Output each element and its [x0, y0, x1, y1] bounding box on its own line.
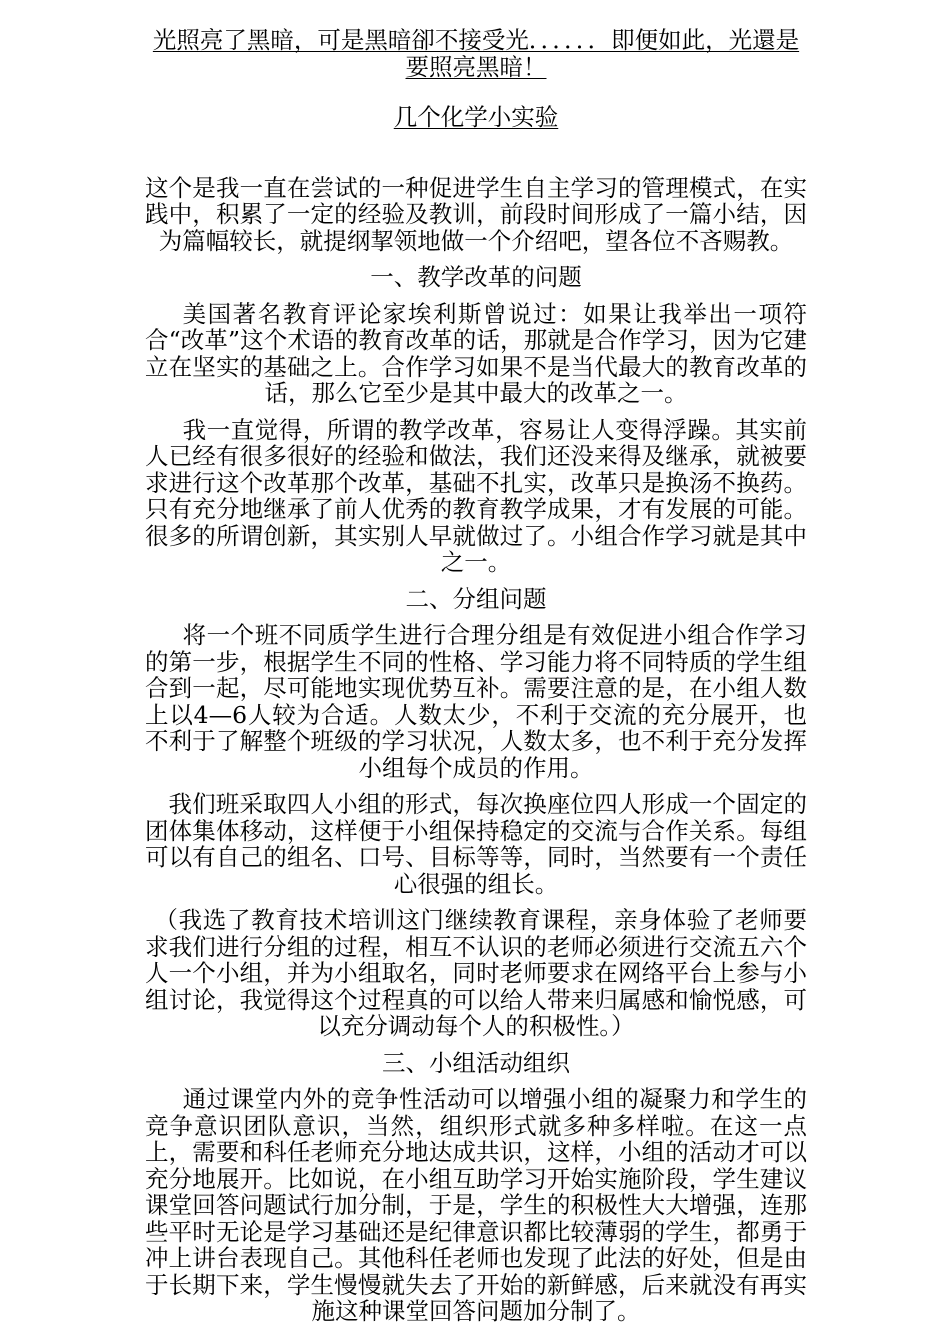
section-2-paragraph-3: （我选了教育技术培训这门继续教育课程，亲身体验了老师要求我们进行分组的过程，相互不认识的老师必须进行交流五六个人一个小组，并为小组取名，同时老师要求在网络平台上参与小组讨论，我觉得这个过程真的可以给人带来归属感和愉悦感，可以充分调动每个人的积极性。）: [145, 906, 807, 1040]
section-heading-1: 一、教学改革的问题: [370, 263, 582, 291]
document-title: 几个化学小实验: [393, 103, 559, 131]
section-2-paragraph-2: 我们班采取四人小组的形式，每次换座位四人形成一个固定的团体集体移动，这样便于小组保持稳定的交流与合作关系。每组可以有自己的组名、口号、目标等等，同时，当然要有一个责任心很强的组长。: [145, 790, 807, 898]
page-header: 光照亮了黑暗，可是黑暗卻不接受光．．．．．．即便如此，光還是要照亮黑暗！: [152, 26, 800, 81]
document-page: [145, 27, 807, 1325]
section-2-paragraph-1: 将一个班不同质学生进行合理分组是有效促进小组合作学习的第一步，根据学生不同的性格、学习能力将不同特质的学生组合到一起，尽可能地实现优势互补。需要注意的是，在小组人数上以4—6人较为合适。人数太少，不利于交流的充分展开，也不利于了解整个班级的学习状况，人数太多，也不利于充分发挥小组每个成员的作用。: [145, 621, 807, 782]
section-heading-3: 三、小组活动组织: [382, 1048, 570, 1077]
section-3-paragraph-1: 通过课堂内外的竞争性活动可以增强小组的凝聚力和学生的竞争意识团队意识，当然，组织形式就多种多样啦。在这一点上，需要和科任老师充分地达成共识，这样，小组的活动才可以充分地展开。比如说，在小组互助学习开始实施阶段，学生建议课堂回答问题试行加分制，于是，学生的积极性大大增强，连那些平时无论是学习基础还是纪律意识都比较薄弱的学生，都勇于冲上讲台表现自己。其他科任老师也发现了此法的好处，但是由于长期下来，学生慢慢就失去了开始的新鲜感，后来就没有再实施这种课堂回答问题加分制了。: [145, 1085, 807, 1325]
section-heading-2: 二、分组问题: [405, 584, 547, 613]
section-1-paragraph-1: 美国著名教育评论家埃利斯曾说过：如果让我举出一项符合“改革”这个术语的教育改革的话，那就是合作学习，因为它建立在坚实的基础之上。合作学习如果不是当代最大的教育改革的话，那么它至少是其中最大的改革之一。: [145, 299, 807, 407]
section-1-paragraph-2: 我一直觉得，所谓的教学改革，容易让人变得浮躁。其实前人已经有很多很好的经验和做法，我们还没来得及继承，就被要求进行这个改革那个改革，基础不扎实，改革只是换汤不换药。只有充分地继承了前人优秀的教育教学成果，才有发展的可能。很多的所谓创新，其实别人早就做过了。小组合作学习就是其中之一。: [145, 415, 807, 576]
intro-paragraph: 这个是我一直在尝试的一种促进学生自主学习的管理模式，在实践中，积累了一定的经验及教训，前段时间形成了一篇小结，因为篇幅较长，就提纲挈领地做一个介绍吧，望各位不吝赐教。: [145, 173, 807, 255]
